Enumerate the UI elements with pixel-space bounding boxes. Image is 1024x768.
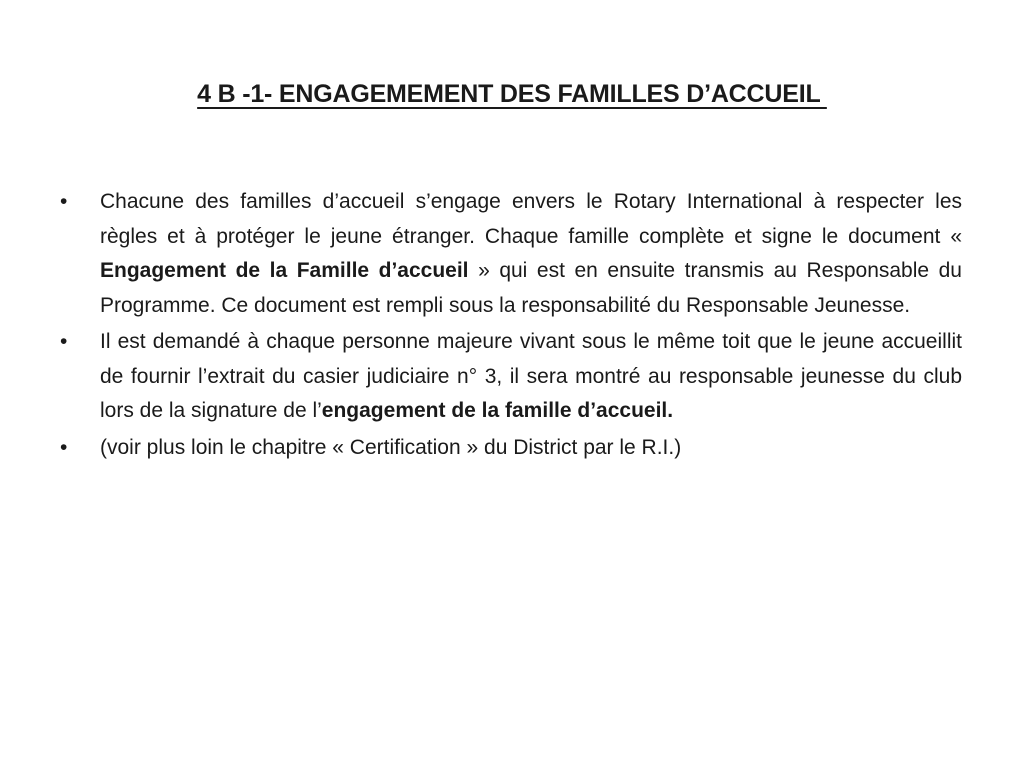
bullet-item-1 [58, 185, 962, 323]
bullet-1-bold-text: Engagement de la Famille d’accueil [100, 259, 469, 282]
bullet-2-bold-text: engagement de la famille d’accueil. [321, 399, 674, 422]
bullet-1-text-start: Chacune des familles d’accueil s’engage envers le Rotary International à respecter les règles et à protéger le jeune étranger. Chaque famille complète et signe le document « [100, 190, 962, 248]
bullet-icon: • [60, 190, 68, 213]
bullet-1-text-end: » qui est en ensuite transmis au Responsable du Programme. Ce document est rempli sous la responsabilité du Responsable Jeunesse. [100, 259, 962, 317]
bullet-list [58, 185, 962, 467]
bullet-icon: • [60, 330, 68, 353]
bullet-2-text-start: Il est demandé à chaque personne majeure vivant sous le même toit que le jeune accueillit de fournir l’extrait du casier judiciaire n° 3, il sera montré au responsable jeunesse du club lors de la signature de l’ [100, 330, 962, 422]
bullet-item-2 [58, 325, 962, 429]
bullet-item-3 [58, 431, 962, 466]
bullet-3-text: (voir plus loin le chapitre « Certification » du District par le R.I.) [100, 435, 682, 459]
slide-title [0, 80, 1024, 109]
bullet-icon: • [60, 435, 68, 459]
slide-title-text: 4 B -1- ENGAGEMEMENT DES FAMILLES D’ACCUEIL [197, 80, 827, 108]
